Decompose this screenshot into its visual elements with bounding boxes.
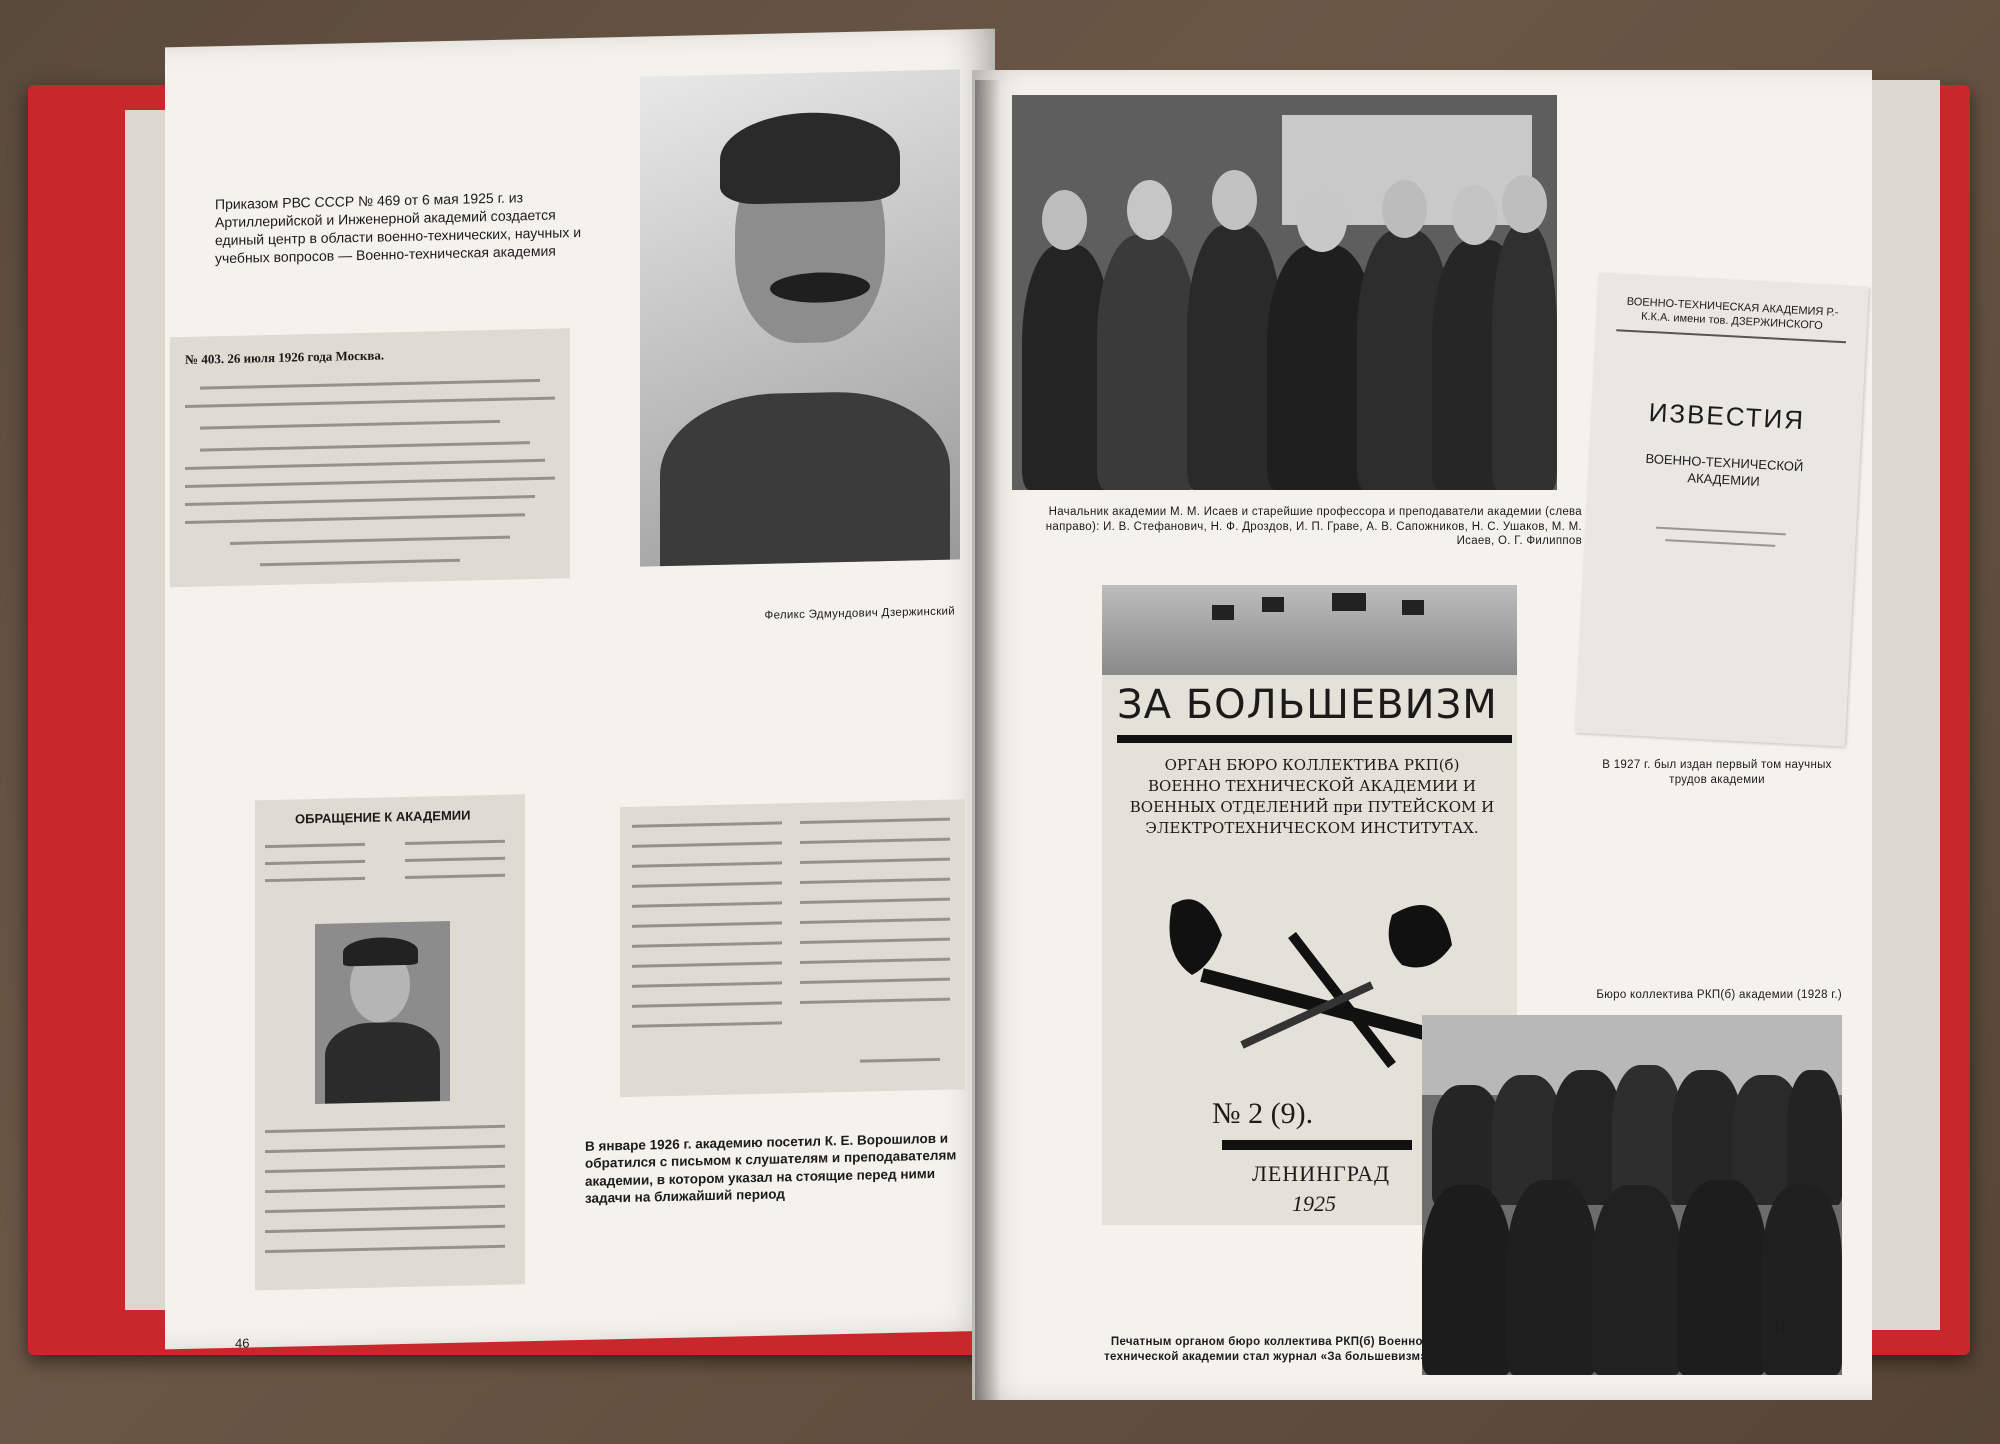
izvestia-top: ВОЕННО-ТЕХНИЧЕСКАЯ АКАДЕМИЯ Р.-К.К.А. имени тов. ДЗЕРЖИНСКОГО (1626, 295, 1839, 333)
izvestia-cover (1575, 273, 1869, 747)
page-number-left: 46 (235, 1335, 250, 1351)
magazine-issue: № 2 (9). (1212, 1097, 1314, 1130)
izvestia-title: ИЗВЕСТИЯ (1648, 397, 1806, 436)
magazine-caption: Печатным органом бюро коллектива РКП(б) Военно-технической академии стал журнал «За большевизм» (1104, 1336, 1427, 1363)
professors-photo (1012, 95, 1557, 490)
letter-clipping (620, 799, 965, 1097)
dzerzhinsky-portrait (640, 69, 960, 566)
magazine-city: ЛЕНИНГРАД (1252, 1161, 1391, 1186)
order-document-heading: № 403. 26 июля 1926 года Москва. (185, 347, 385, 367)
voroshilov-photo (315, 921, 450, 1104)
izvestia-subtitle: ВОЕННО-ТЕХНИЧЕСКОЙ АКАДЕМИИ (1645, 450, 1804, 489)
left-page (165, 29, 995, 1350)
right-page-stack (1860, 80, 1940, 1330)
appeal-heading: ОБРАЩЕНИЕ К АКАДЕМИИ (295, 807, 471, 827)
bureau-caption: Бюро коллектива РКП(б) академии (1928 г.) (1596, 989, 1842, 1001)
voroshilov-caption: В январе 1926 г. академию посетил К. Е. Ворошилов и обратился с письмом к слушателям и преподавателям академии, в котором указал на стоящие перед ними задачи на ближайший период (585, 1130, 957, 1206)
right-page (972, 70, 1872, 1400)
magazine-year: 1925 (1292, 1191, 1336, 1216)
order-document (170, 328, 570, 587)
book-gutter (975, 80, 1001, 1400)
appeal-clipping (255, 794, 525, 1290)
magazine-organ-text: ОРГАН БЮРО КОЛЛЕКТИВА РКП(б) ВОЕННО ТЕХНИЧЕСКОЙ АКАДЕМИИ И ВОЕННЫХ ОТДЕЛЕНИЙ при ПУТЕЙСКОМ И ЭЛЕКТРОТЕХНИЧЕСКОМ ИНСТИТУТАХ. (1129, 756, 1495, 837)
professors-caption: Начальник академии М. М. Исаев и старейшие профессора и преподаватели академии (слева направо): И. В. Стефанович, Н. Ф. Дроздов, И. П. Граве, А. В. Сапожников, Н. С. Ушаков, М. М. Исаев, О. Г. Филиппов (1045, 506, 1582, 548)
intro-text: Приказом РВС СССР № 469 от 6 мая 1925 г. из Артиллерийской и Инженерной академий создается единый центр в области военно-технических, научных и учебных вопросов — Военно-техническая академия (215, 189, 582, 267)
magazine-banner-illustration (1102, 585, 1517, 675)
page-number-right: 47 (1772, 1320, 1787, 1335)
magazine-title: ЗА БОЛЬШЕВИЗМ (1117, 682, 1498, 728)
portrait-caption: Феликс Эдмундович Дзержинский (764, 605, 955, 622)
izvestia-caption: В 1927 г. был издан первый том научных трудов академии (1602, 759, 1832, 786)
